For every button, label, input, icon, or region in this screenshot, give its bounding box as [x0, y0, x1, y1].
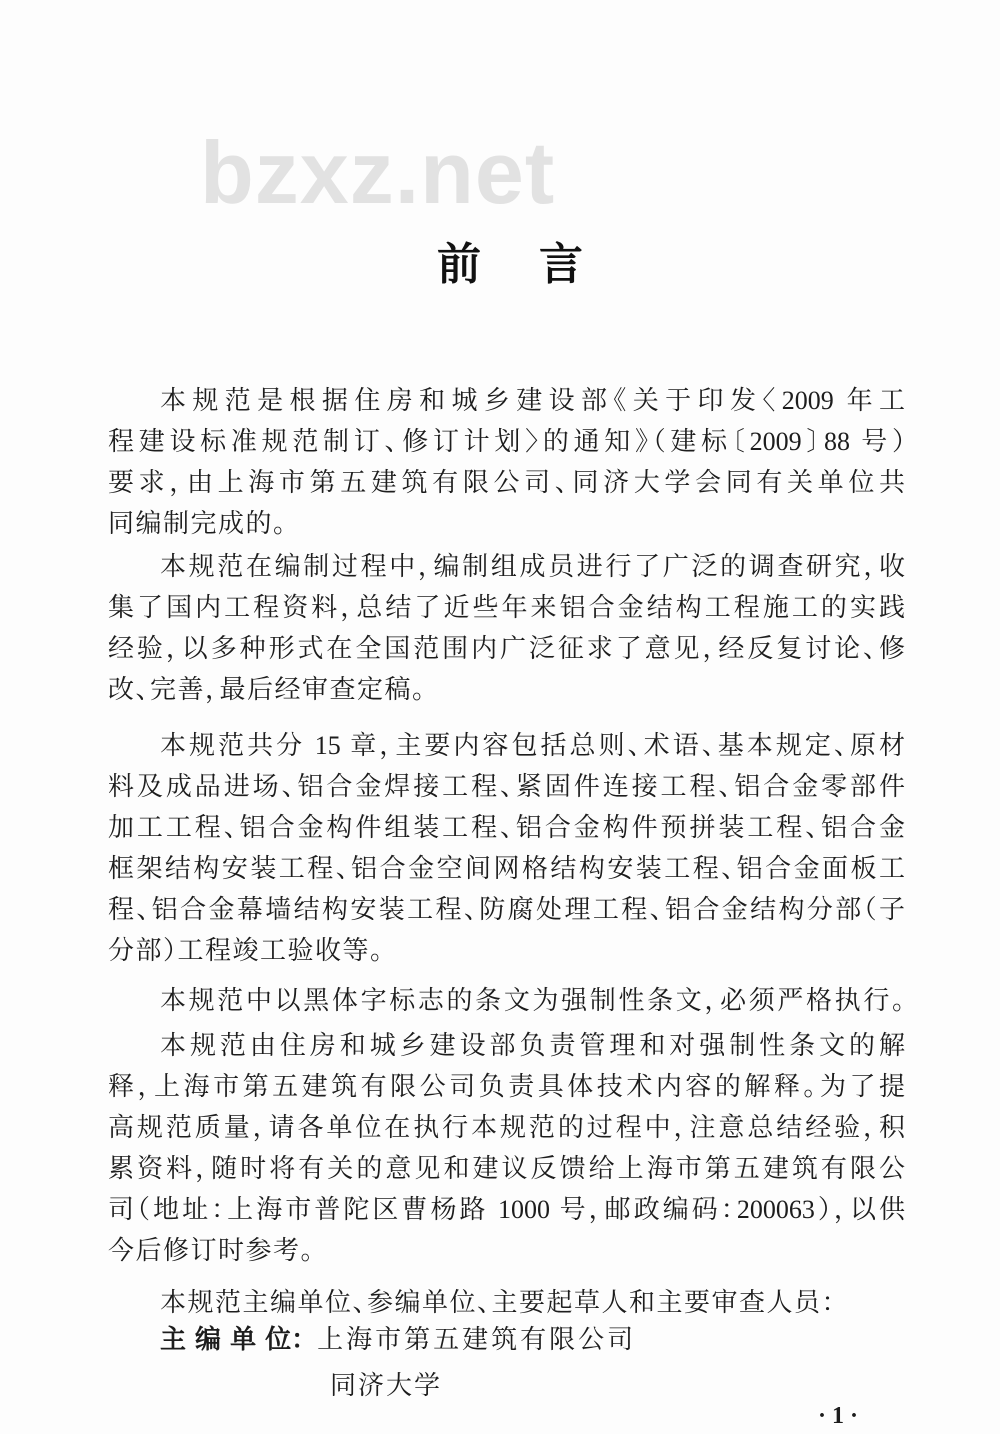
chief-editor-unit: 上海市第五建筑有限公司 — [317, 1325, 637, 1354]
paragraph-line: 同编制完成的。 — [108, 509, 288, 538]
paragraph-line: 经验，以多种形式在全国范围内广泛征求了意见，经反复讨论、修 — [108, 634, 905, 663]
chief-editor-label: 主 编 单 位： — [160, 1325, 318, 1355]
paragraph-line: 本规范是根据住房和城乡建设部《关于印发〈2009 年工 — [160, 386, 905, 415]
page-number: · 1 · — [818, 1403, 859, 1429]
chief-editor-line — [160, 1320, 636, 1360]
paragraph-line: 本规范中以黑体字标志的条文为强制性条文，必须严格执行。 — [160, 986, 905, 1015]
paragraph-line: 释，上海市第五建筑有限公司负责具体技术内容的解释。为了提 — [108, 1072, 905, 1101]
watermark: bzxz.net — [200, 123, 556, 222]
paragraph-line: 改、完善，最后经审查定稿。 — [108, 675, 427, 704]
paragraph-5 — [108, 1025, 905, 1271]
chief-editor-unit: 同济大学 — [330, 1371, 443, 1400]
paragraph-1 — [108, 380, 905, 544]
paragraph-line: 程、铝合金幕墙结构安装工程、防腐处理工程、铝合金结构分部（子 — [108, 895, 905, 924]
paragraph-4 — [108, 980, 905, 1021]
paragraph-line: 料及成品进场、铝合金焊接工程、紧固件连接工程、铝合金零部件 — [108, 772, 905, 801]
paragraph-line: 累资料，随时将有关的意见和建议反馈给上海市第五建筑有限公 — [108, 1154, 905, 1183]
paragraph-line: 本规范在编制过程中，编制组成员进行了广泛的调查研究，收 — [160, 552, 905, 581]
page-title: 前 言 — [437, 239, 590, 290]
paragraph-line: 框架结构安装工程、铝合金空间网格结构安装工程、铝合金面板工 — [108, 854, 905, 883]
paragraph-line: 要求，由上海市第五建筑有限公司、同济大学会同有关单位共 — [108, 468, 905, 497]
paragraph-line: 加工工程、铝合金构件组装工程、铝合金构件预拼装工程、铝合金 — [108, 813, 905, 842]
paragraph-line: 程建设标准规范制订、修订计划〉的通知》（建标〔2009〕88 号） — [108, 427, 905, 456]
paragraph-6 — [108, 1282, 905, 1323]
paragraph-line: 今后修订时参考。 — [108, 1236, 316, 1265]
paragraph-line: 集了国内工程资料，总结了近些年来铝合金结构工程施工的实践 — [108, 593, 905, 622]
paragraph-line: 高规范质量，请各单位在执行本规范的过程中，注意总结经验，积 — [108, 1113, 905, 1142]
paragraph-line: 本规范由住房和城乡建设部负责管理和对强制性条文的解 — [160, 1031, 905, 1060]
paragraph-line: 本规范主编单位、参编单位、主要起草人和主要审查人员： — [160, 1288, 837, 1317]
paragraph-3 — [108, 725, 905, 971]
paragraph-line: 分部）工程竣工验收等。 — [108, 936, 385, 965]
paragraph-2 — [108, 546, 905, 710]
paragraph-line: 本规范共分 15 章，主要内容包括总则、术语、基本规定、原材 — [160, 731, 905, 760]
paragraph-line: 司（地址：上海市普陀区曹杨路 1000 号，邮政编码：200063），以供 — [108, 1195, 905, 1224]
